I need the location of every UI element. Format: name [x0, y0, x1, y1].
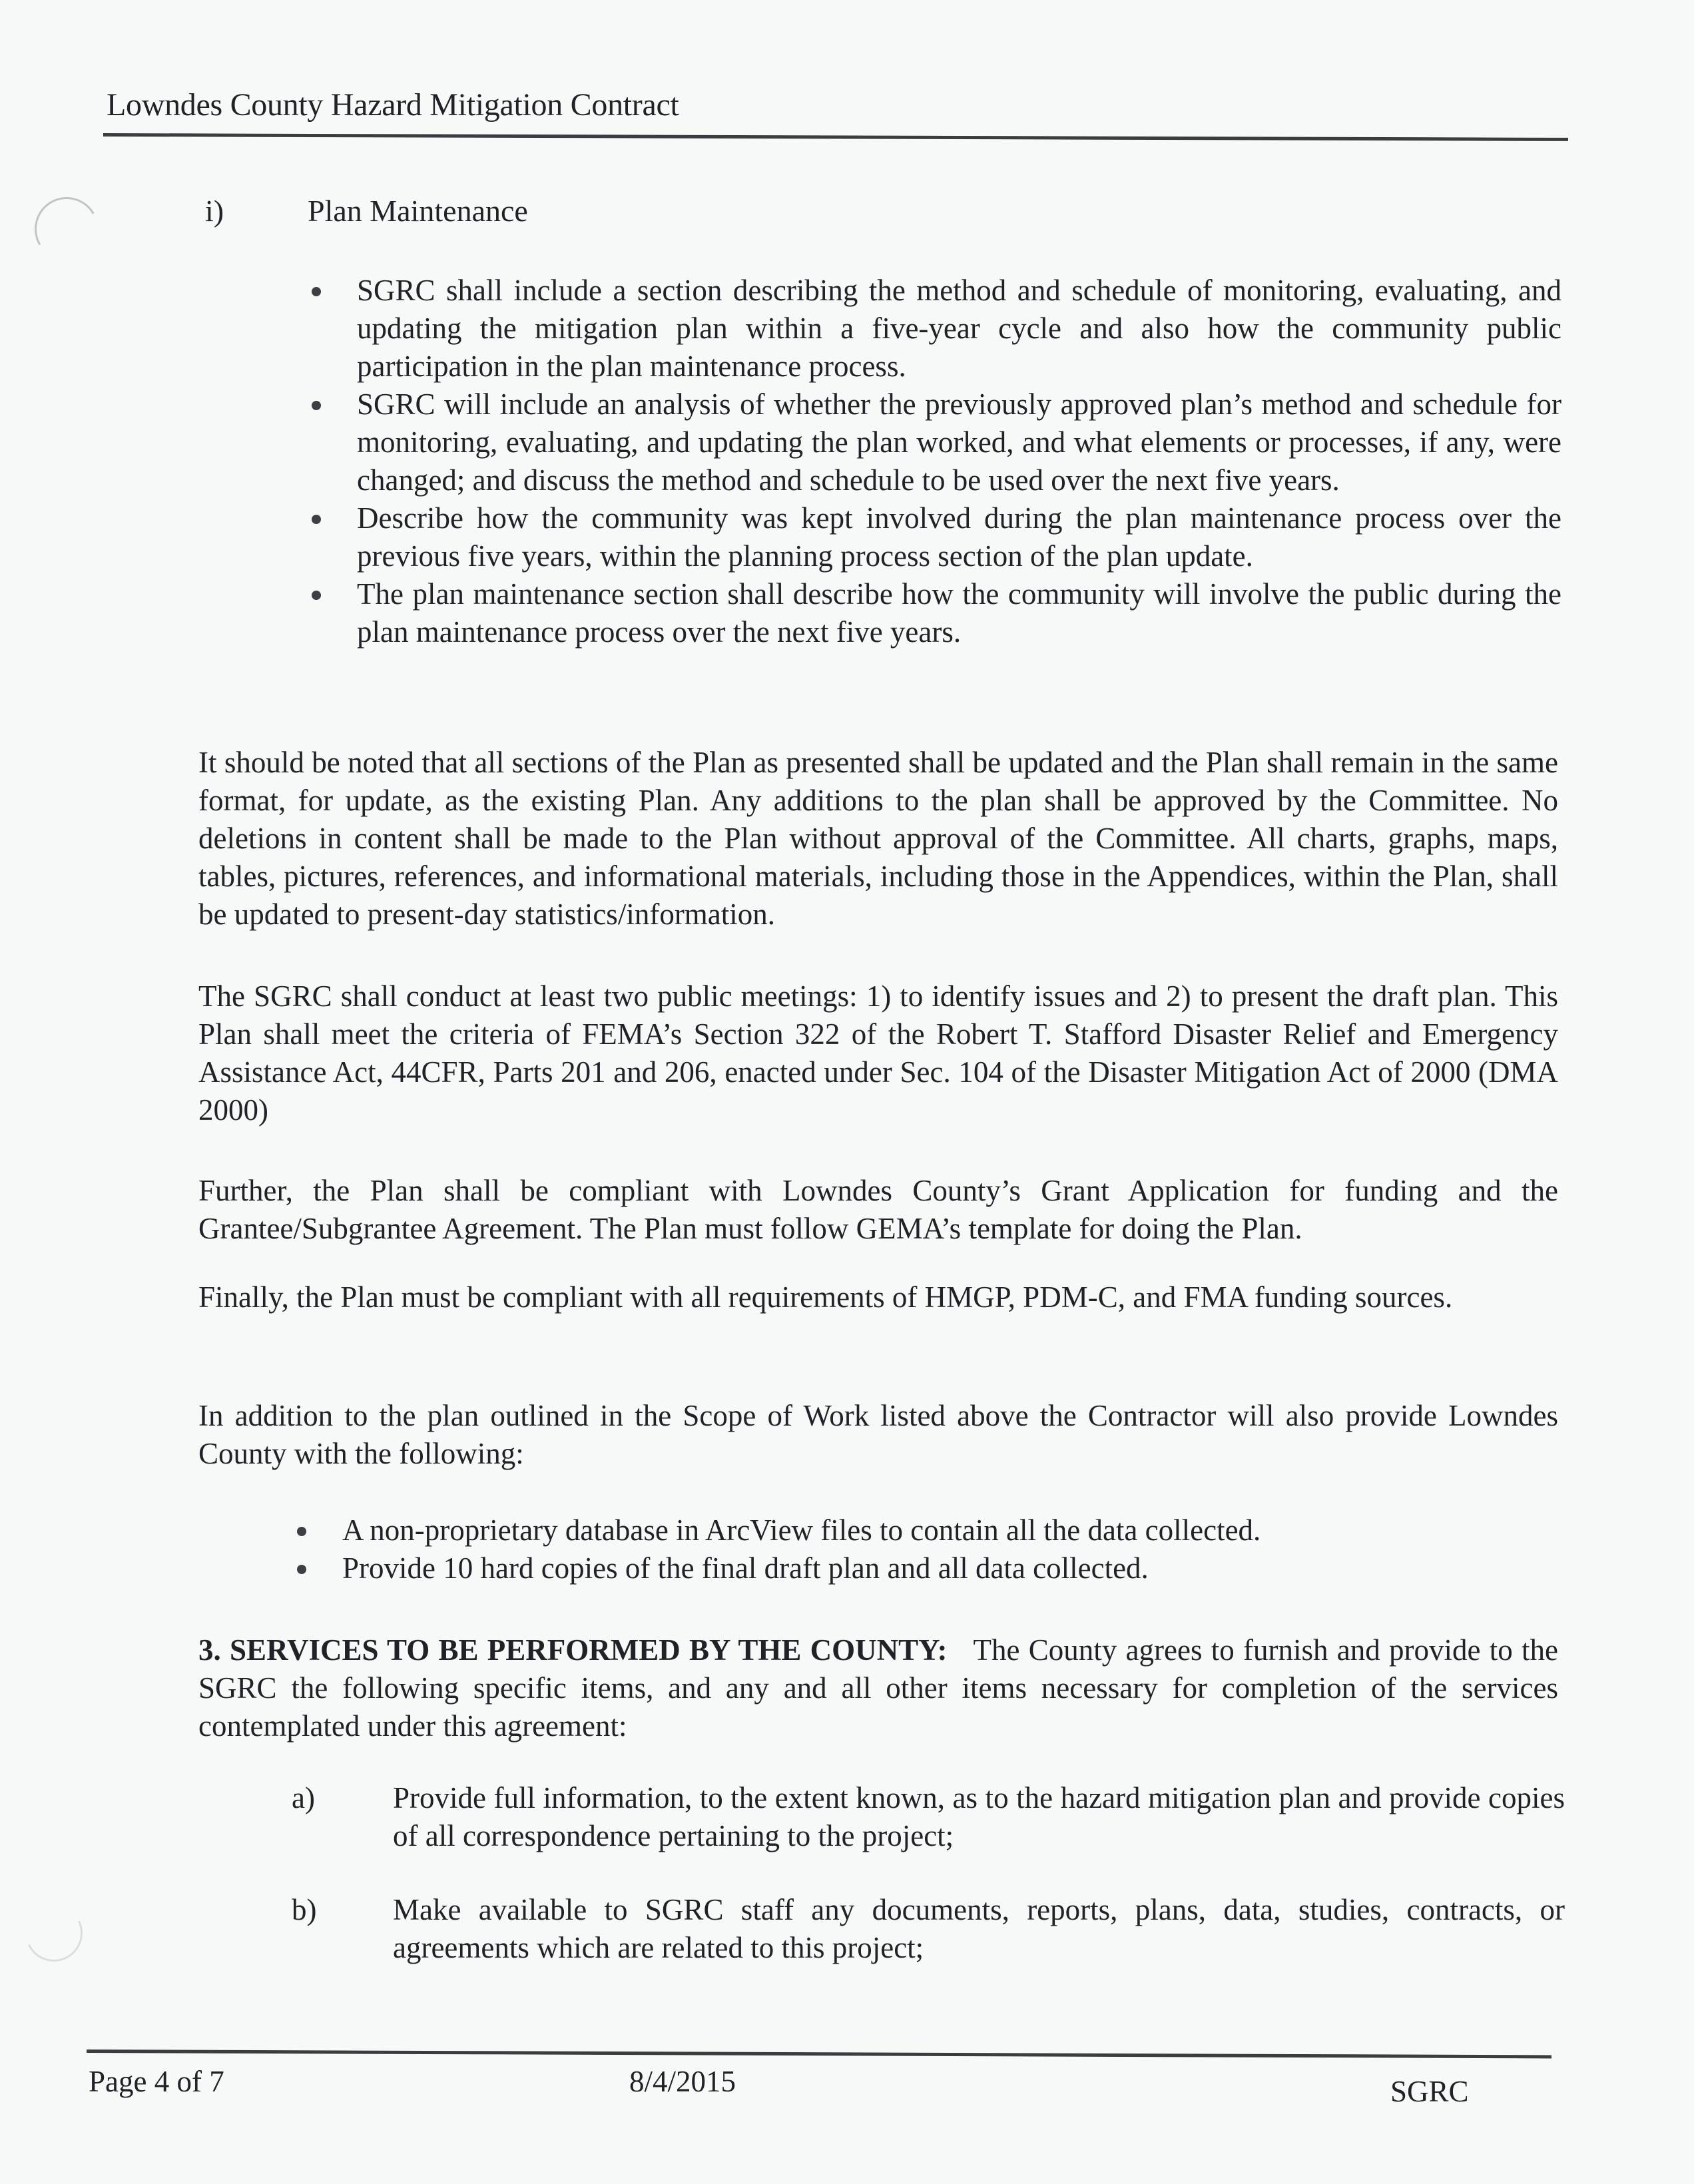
footer-date: 8/4/2015 [629, 2065, 736, 2098]
list-item-text: Provide 10 hard copies of the final draft plan and all data collected. [342, 1551, 1149, 1585]
paragraph-additional-deliverables: In addition to the plan outlined in the Scope of Work listed above the Contractor will also provide Lowndes County with the following: [198, 1399, 1558, 1470]
list-item [306, 272, 1561, 386]
paragraph-grant-compliance: Further, the Plan shall be compliant with Lowndes County’s Grant Application for funding and the Grantee/Subgrantee Agreement. The Plan must follow GEMA’s template for doing the Plan. [198, 1174, 1558, 1245]
footer-organization: SGRC [1390, 2075, 1469, 2108]
section-3-paragraph [198, 1631, 1558, 1745]
document-header-title: Lowndes County Hazard Mitigation Contract [107, 87, 679, 123]
list-item-text: A non-proprietary database in ArcView files to contain all the data collected. [342, 1513, 1261, 1547]
section-title: Plan Maintenance [308, 194, 528, 228]
paragraph-public-meetings: The SGRC shall conduct at least two public meetings: 1) to identify issues and 2) to present the draft plan. This Plan shall meet the criteria of FEMA’s Section 322 of the Robert T. Stafford Disaster Relief and Emergency Assistance Act, 44CFR, Parts 201 and 206, enacted under Sec. 104 of the Disaster Mitigation Act of 2000 (DMA 2000) [198, 979, 1558, 1127]
plan-maintenance-bullet-list [306, 272, 1561, 651]
list-item [306, 386, 1561, 499]
list-item [292, 1549, 1424, 1587]
bullet-icon [312, 591, 321, 600]
bullet-icon [297, 1565, 306, 1574]
scan-punch-hole-mark [27, 190, 106, 268]
section-3-intro: The County agrees to furnish and provide to the SGRC the following specific items, and any and all other items necessary for completion of the services contemplated under this agreement: [198, 1633, 1559, 1743]
list-item-text: SGRC shall include a section describing the method and schedule of monitoring, evaluating, and updating the mitigation plan within a five-year cycle and also how the community public participation in the plan maintenance process. [357, 274, 1561, 383]
list-item [292, 1511, 1424, 1549]
section-3-heading: 3. SERVICES TO BE PERFORMED BY THE COUNTY: [198, 1633, 948, 1667]
list-item [306, 575, 1561, 651]
footer-rule [87, 2049, 1552, 2058]
county-service-item [292, 1891, 1565, 1967]
county-service-item [292, 1779, 1565, 1855]
list-item-text: SGRC will include an analysis of whether the previously approved plan’s method and schedule for monitoring, evaluating, and updating the plan worked, and what elements or processes, if any, were changed; and discuss the method and schedule to be used over the next five years. [357, 388, 1561, 497]
scan-punch-hole-mark [17, 1896, 91, 1970]
bullet-icon [312, 515, 321, 524]
item-label: a) [292, 1781, 315, 1814]
list-item [306, 499, 1561, 575]
item-text: Provide full information, to the extent known, as to the hazard mitigation plan and provide copies of all correspondence pertaining to the project; [393, 1781, 1565, 1852]
paragraph-funding-compliance: Finally, the Plan must be compliant with all requirements of HMGP, PDM-C, and FMA funding sources. [198, 1280, 1453, 1314]
item-label: b) [292, 1893, 317, 1926]
bullet-icon [312, 401, 321, 410]
header-rule [103, 133, 1568, 141]
item-text: Make available to SGRC staff any documents, reports, plans, data, studies, contracts, or agreements which are related to this project; [393, 1893, 1565, 1964]
footer-page-number: Page 4 of 7 [89, 2065, 224, 2098]
paragraph-plan-update: It should be noted that all sections of the Plan as presented shall be updated and the Plan shall remain in the same format, for update, as the existing Plan. Any additions to the plan shall be approved by the Committee. No deletions in content shall be made to the Plan without approval of the Committee. All charts, graphs, maps, tables, pictures, references, and informational materials, including those in the Appendices, within the Plan, shall be updated to present-day statistics/information. [198, 746, 1558, 931]
deliverables-bullet-list [292, 1511, 1424, 1587]
bullet-icon [297, 1527, 306, 1536]
section-label: i) [205, 194, 224, 228]
bullet-icon [312, 287, 321, 296]
list-item-text: The plan maintenance section shall describe how the community will involve the public during the plan maintenance process over the next five years. [357, 577, 1561, 649]
list-item-text: Describe how the community was kept involved during the plan maintenance process over the previous five years, within the planning process section of the plan update. [357, 501, 1561, 573]
